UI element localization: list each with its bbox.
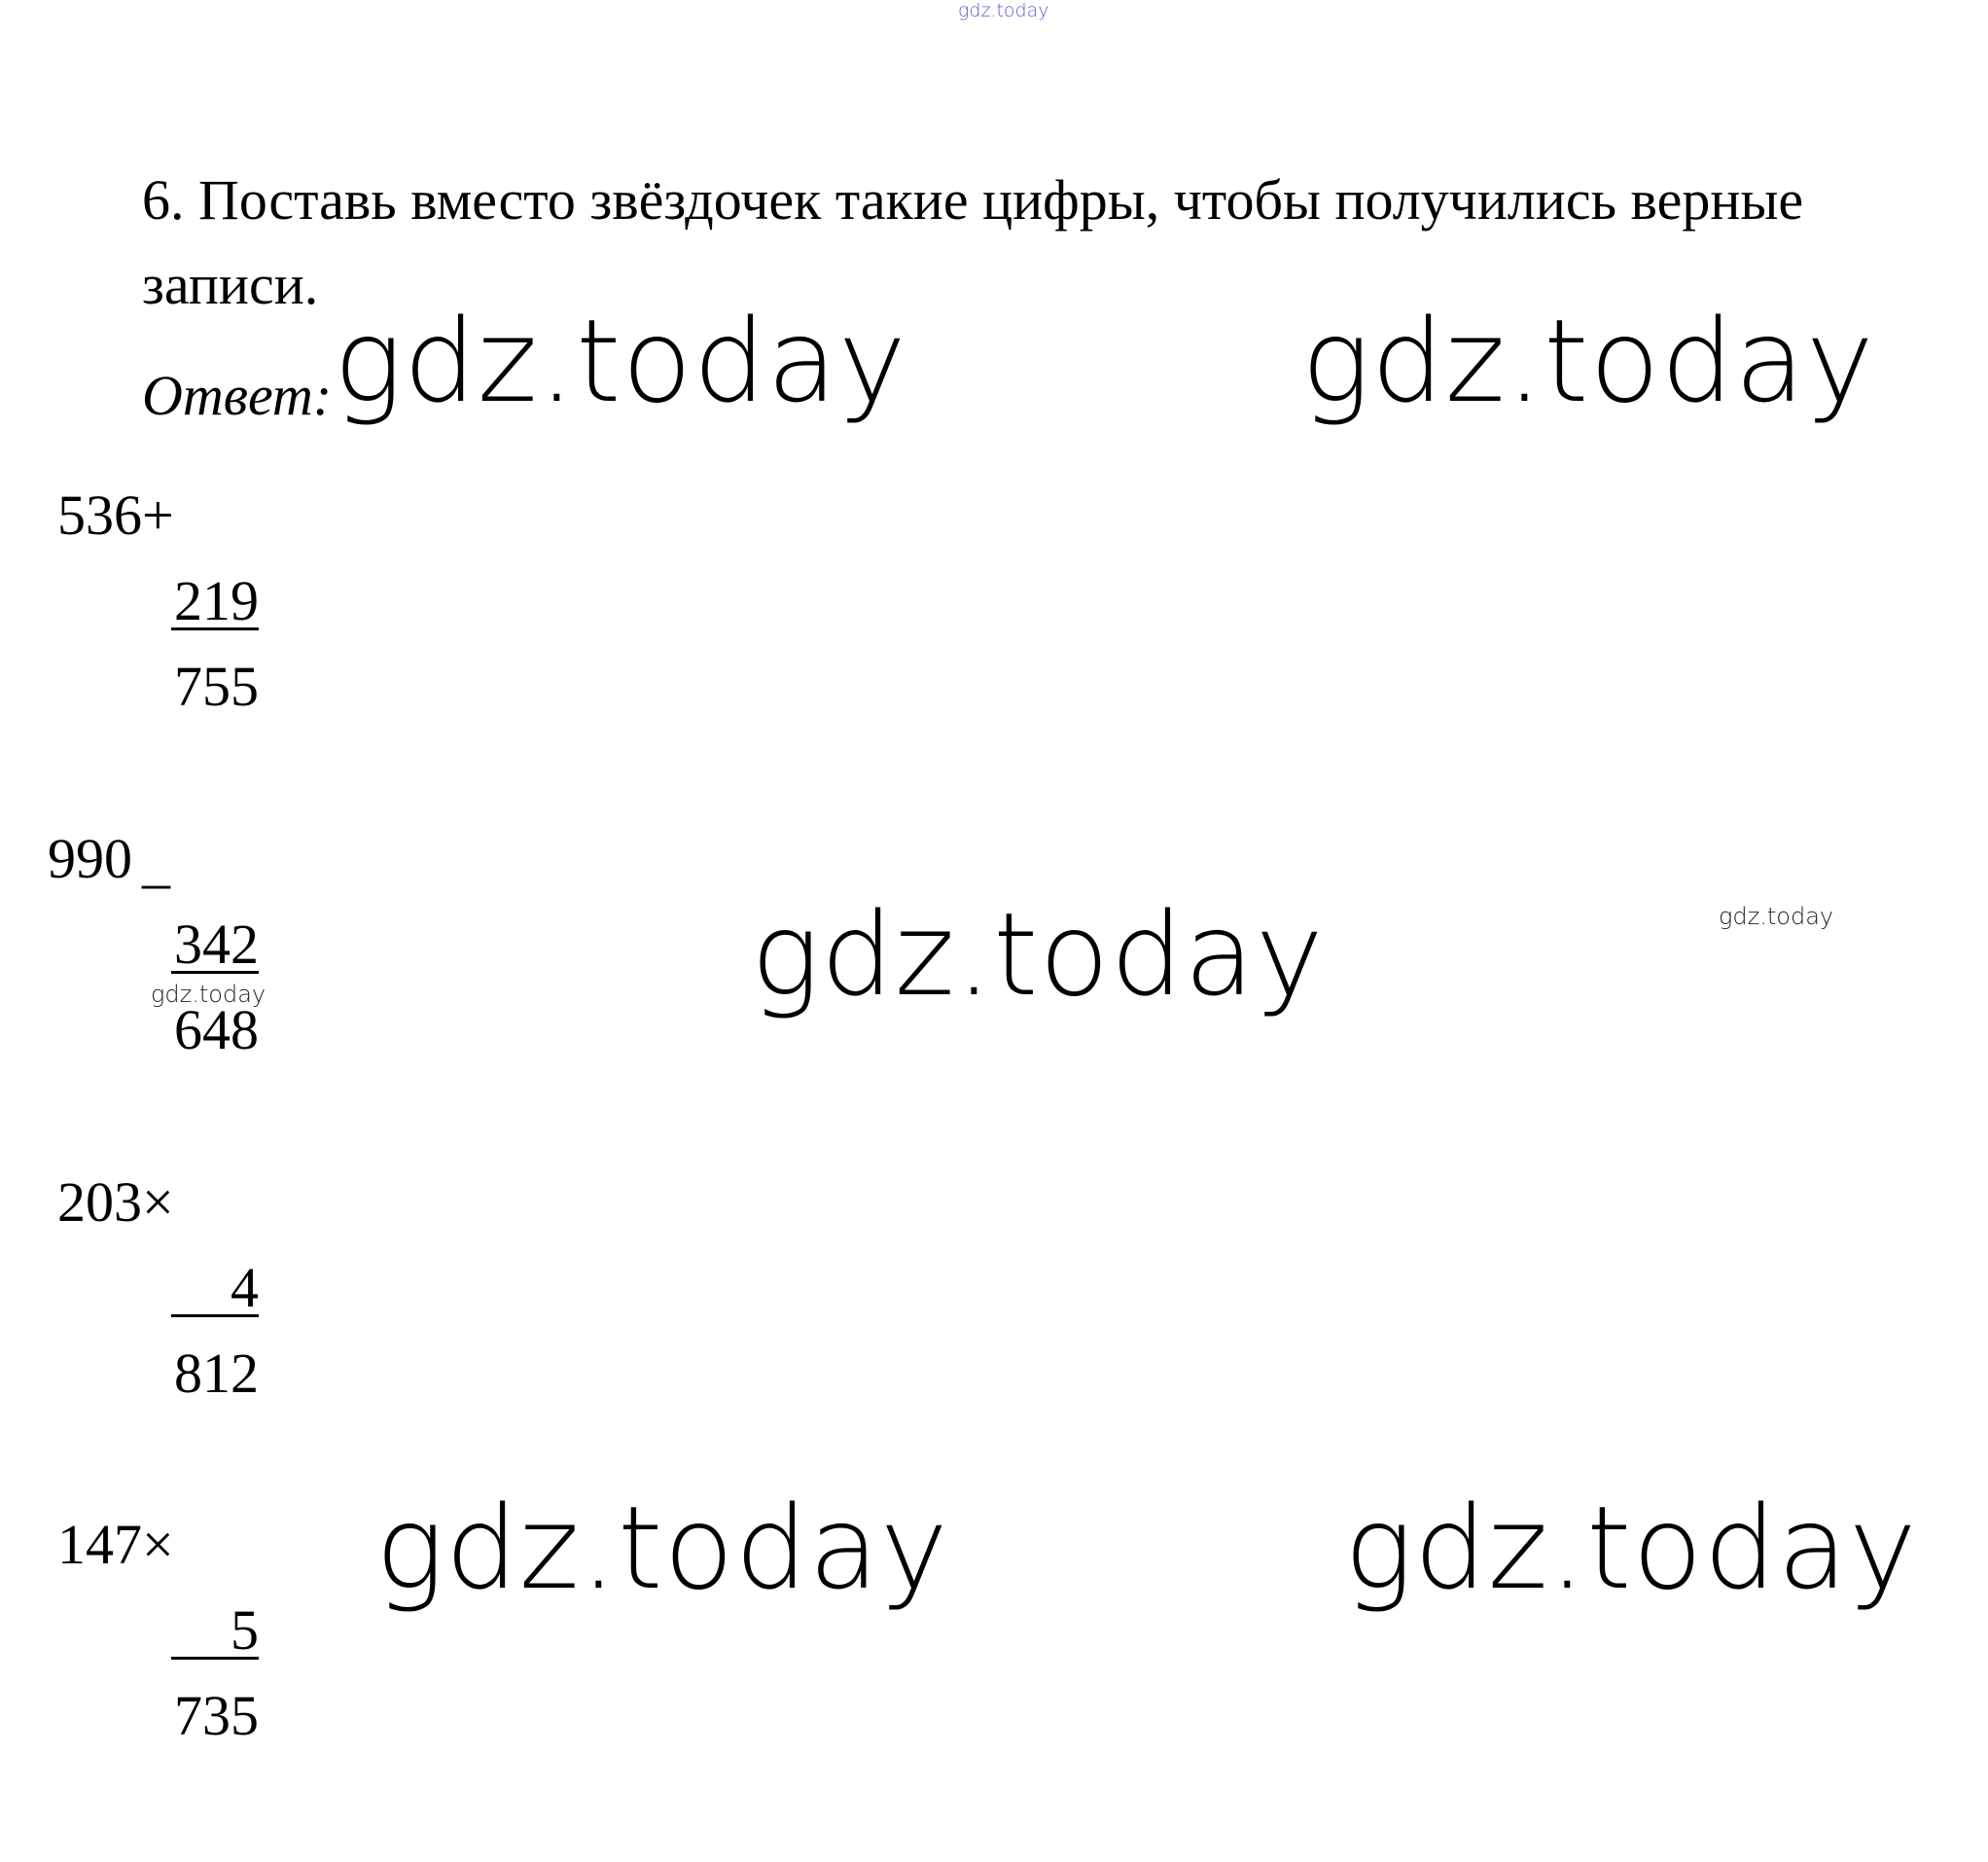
watermark-big-2: gdz.today bbox=[1301, 294, 1875, 428]
first-operand: 203 bbox=[57, 1170, 142, 1234]
operator-times: × bbox=[142, 1513, 174, 1576]
first-operand: 147 bbox=[57, 1513, 142, 1576]
result: 735 bbox=[174, 1684, 259, 1747]
operator-minus: _ bbox=[142, 831, 170, 894]
watermark-big-1: gdz.today bbox=[334, 294, 907, 428]
answer-label: Ответ: bbox=[142, 364, 333, 427]
second-operand: 219 bbox=[174, 569, 259, 632]
watermark-big-3: gdz.today bbox=[751, 887, 1325, 1021]
watermark-small-right: gdz.today bbox=[1719, 903, 1834, 930]
watermark-big-5: gdz.today bbox=[1344, 1481, 1918, 1615]
watermark-top: gdz.today bbox=[958, 0, 1049, 21]
sum-line bbox=[171, 627, 259, 630]
difference-line bbox=[171, 971, 259, 974]
result: 648 bbox=[174, 998, 259, 1061]
watermark-small-left: gdz.today bbox=[151, 981, 266, 1008]
second-operand: 342 bbox=[174, 913, 259, 976]
task-statement: 6. Поставь вместо звёздочек такие цифры, чтобы получились верные записи. bbox=[142, 168, 1804, 316]
product-line bbox=[171, 1657, 259, 1660]
operator-plus: + bbox=[142, 483, 174, 547]
first-operand: 990 bbox=[48, 827, 132, 890]
first-operand: 536 bbox=[57, 483, 142, 547]
second-operand: 4 bbox=[231, 1256, 259, 1319]
operator-times: × bbox=[142, 1170, 174, 1234]
second-operand: 5 bbox=[231, 1598, 259, 1662]
result: 812 bbox=[174, 1342, 259, 1405]
product-line bbox=[171, 1314, 259, 1317]
result: 755 bbox=[174, 655, 259, 718]
watermark-big-4: gdz.today bbox=[375, 1481, 949, 1615]
